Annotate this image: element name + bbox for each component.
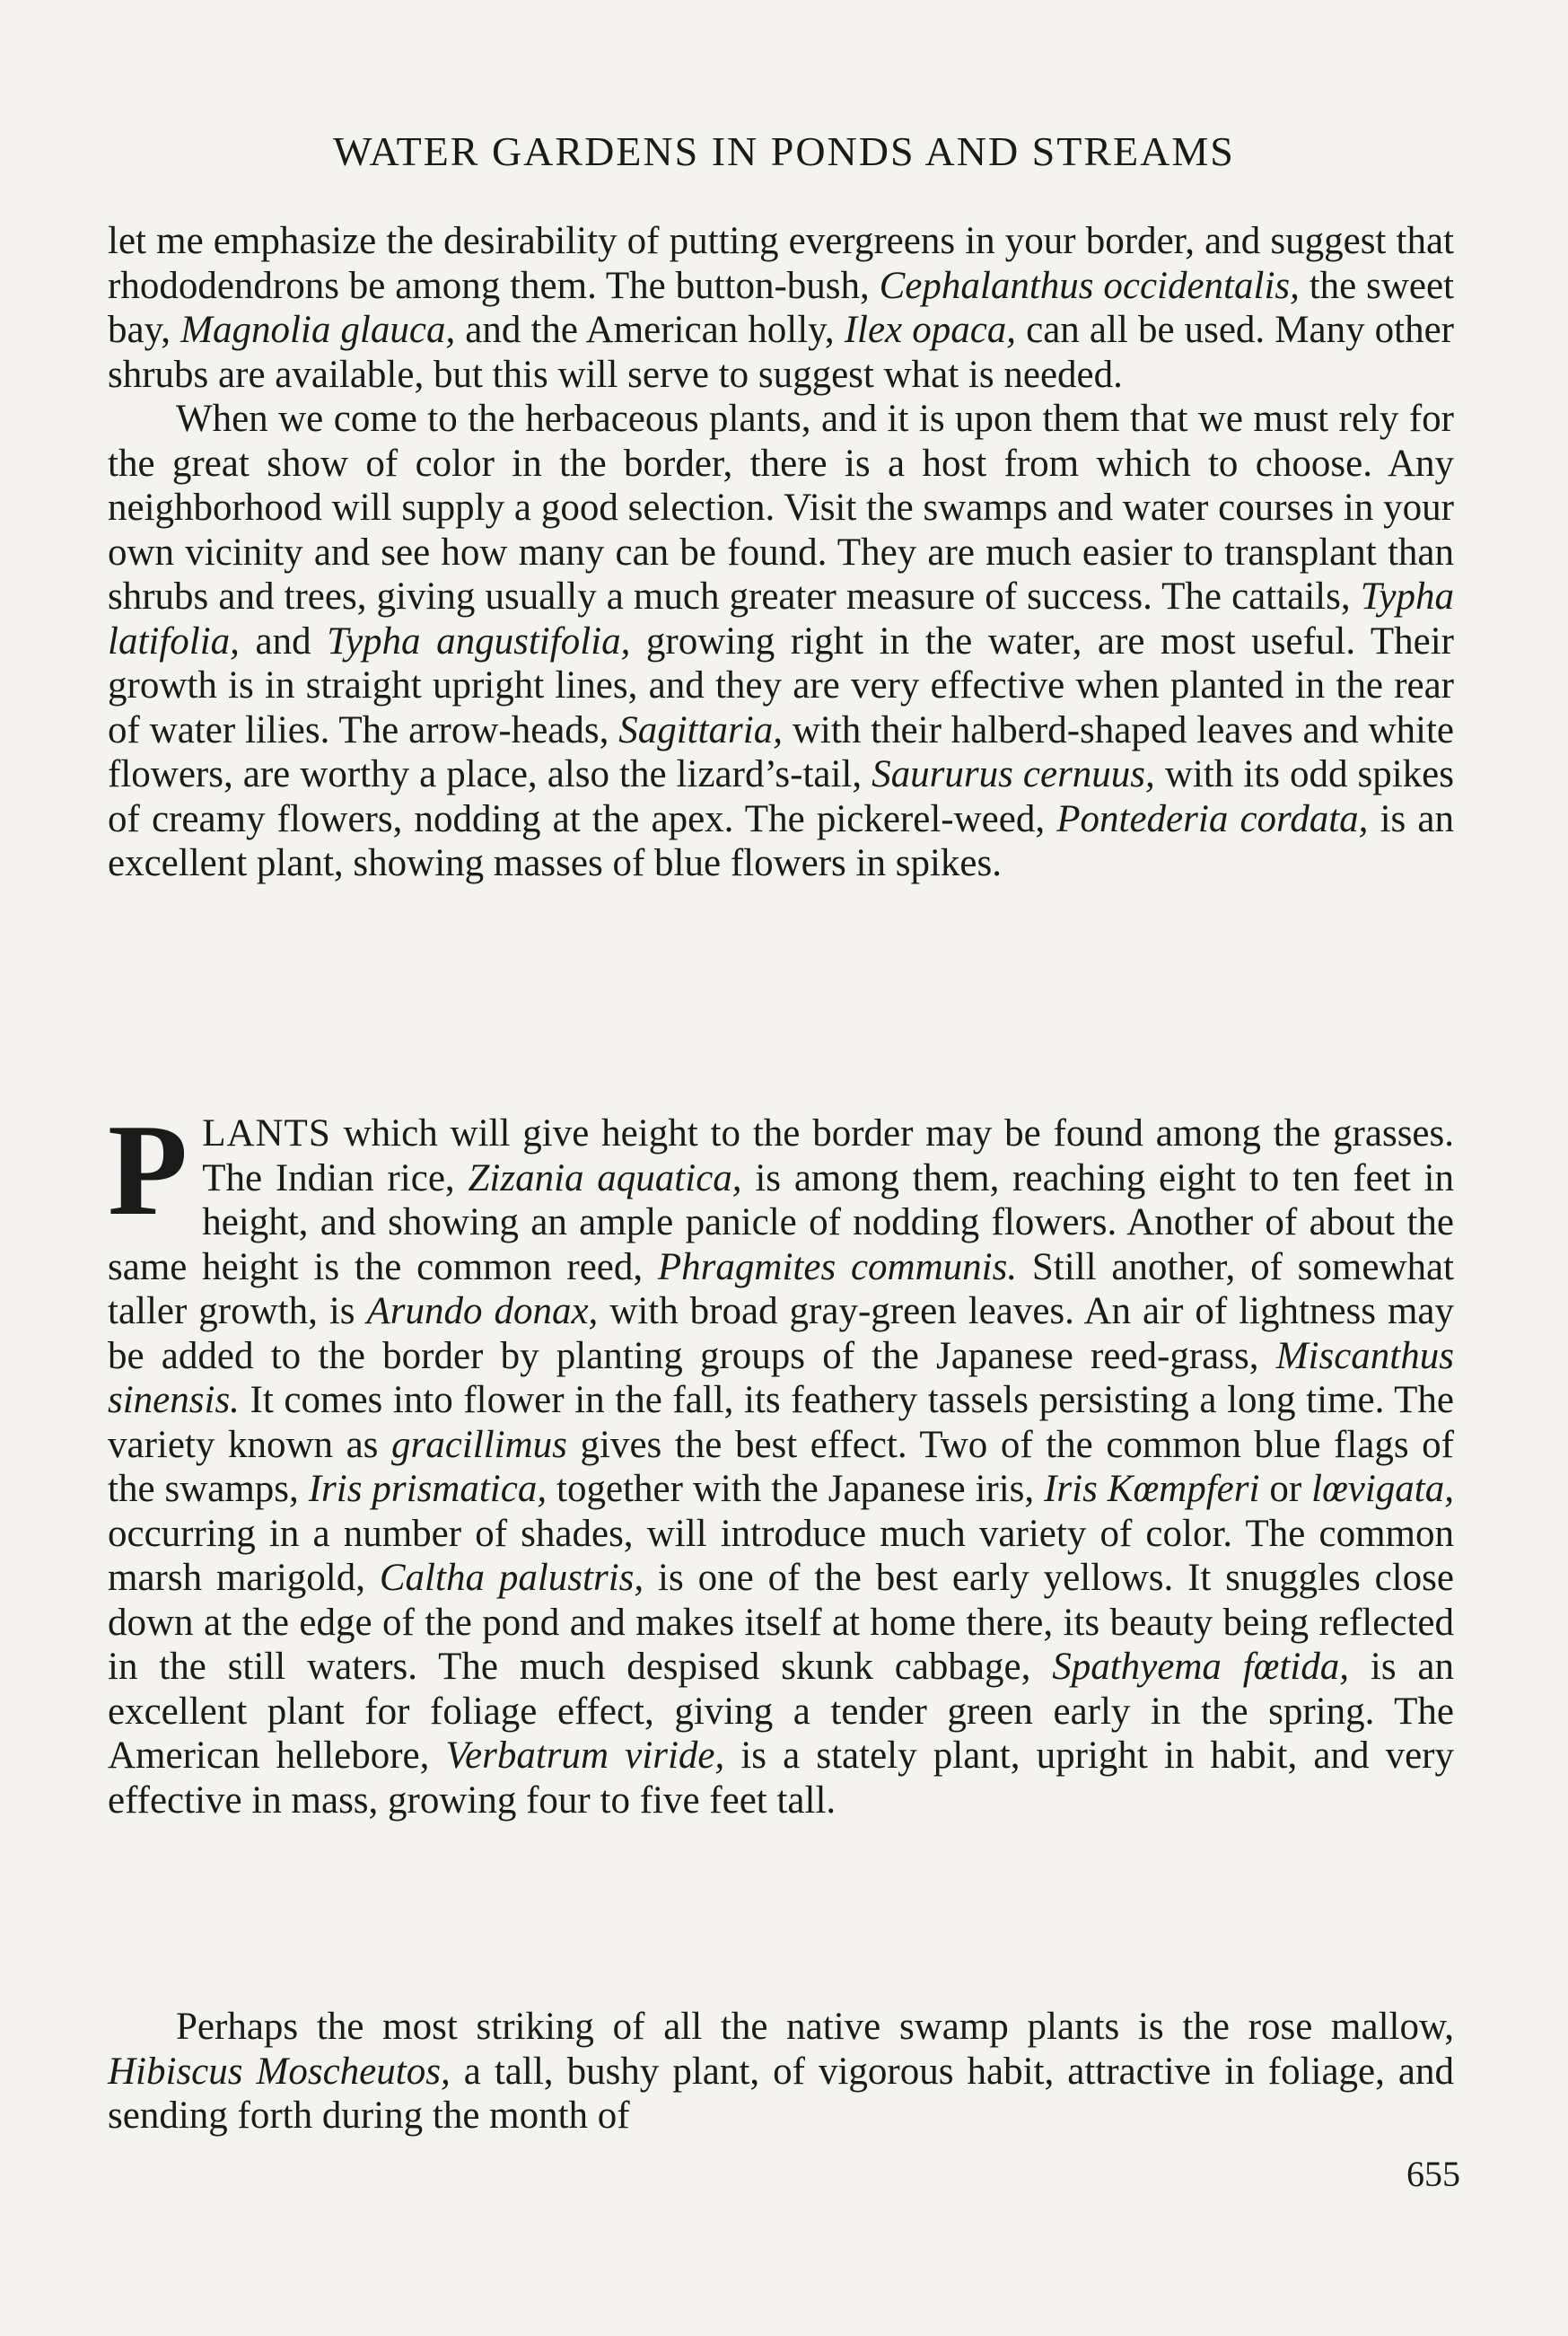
running-header: WATER GARDENS IN PONDS AND STREAMS — [333, 128, 1235, 174]
text-run: is an excellent plant, showing masses of blue flowers in spikes. — [108, 797, 1454, 884]
italic-botanical-name: Pontederia cordata, — [1056, 797, 1369, 840]
text-run: Still another, of somewhat taller growth, is — [108, 1245, 1455, 1332]
text-run: is a stately plant, upright in habit, and very effective in mass, growing four to five feet tall. — [108, 1734, 1454, 1822]
text-run: with their halberd-shaped leaves and white flowers, are worthy a place, also the lizard’s-tail, — [108, 708, 1454, 795]
italic-botanical-name: gracillimus — [391, 1423, 567, 1466]
italic-botanical-name: Ilex opaca, — [844, 309, 1017, 351]
drop-cap: P — [108, 1097, 188, 1243]
paragraph-2 — [108, 397, 1454, 886]
text-run: is among them, reaching eight to ten feet in height, and showing an ample panicle of nodding flowers. Another of about the same height is the common reed, — [108, 1156, 1455, 1288]
text-run: with broad gray-green leaves. An air of lightness may be added to the border by planting groups of the Japanese reed-grass, — [108, 1290, 1455, 1377]
text-run: is an excellent plant for foliage effect, giving a tender green early in the spring. The American hellebore, — [108, 1646, 1454, 1777]
body-section-3 — [108, 2005, 1454, 2138]
text-run: and — [239, 619, 328, 663]
small-caps-lead: LANTS — [202, 1112, 331, 1155]
text-run: and the American holly, — [455, 309, 845, 351]
italic-botanical-name: Spathyema fœtida, — [1052, 1646, 1350, 1688]
text-run: together with the Japanese iris, — [547, 1468, 1045, 1510]
italic-botanical-name: Miscanthus sinensis. — [108, 1334, 1454, 1421]
text-run: let me emphasize the desirability of putting evergreens in your border, and suggest that rhododendrons be among them. The button-bush, — [108, 220, 1454, 307]
page-number: 655 — [1406, 2154, 1460, 2194]
text-run: Perhaps the most striking of all the native swamp plants is the rose mallow, — [176, 2006, 1454, 2048]
italic-botanical-name: Zizania aquatica, — [468, 1156, 742, 1199]
text-run: which will give height to the border may be found among the grasses. The Indian rice, — [202, 1112, 1454, 1199]
italic-botanical-name: lœvigata, — [1311, 1468, 1454, 1510]
paragraph-3 — [108, 1097, 1455, 1822]
text-run: or — [1259, 1468, 1312, 1510]
text-run: is one of the best early yellows. It snuggles close down at the edge of the pond and makes itself at home there, its beauty being reflected in the still waters. The much despised skunk cabbage, — [108, 1557, 1454, 1688]
text-run: with its odd spikes of creamy flowers, nodding at the apex. The pickerel-weed, — [108, 753, 1454, 840]
italic-botanical-name: Phragmites communis. — [657, 1245, 1018, 1288]
italic-botanical-name: Typha latifolia, — [108, 575, 1454, 663]
italic-botanical-name: Arundo donax, — [366, 1290, 599, 1332]
paragraph-4 — [108, 2005, 1454, 2138]
text-run: a tall, bushy plant, of vigorous habit, attractive in foliage, and sending forth during the month of — [108, 2050, 1455, 2137]
italic-botanical-name: Caltha palustris, — [379, 1557, 644, 1599]
text-run: the sweet bay, — [108, 264, 1455, 351]
italic-botanical-name: Saururus cernuus, — [872, 753, 1155, 795]
body-section-1 — [108, 219, 1454, 886]
body-section-2 — [108, 1097, 1455, 1822]
italic-botanical-name: Magnolia glauca, — [180, 309, 456, 351]
italic-botanical-name: Cephalanthus occidentalis, — [879, 264, 1300, 307]
italic-botanical-name: Sagittaria, — [618, 708, 783, 751]
text-run: can all be used. Many other shrubs are available, but this will serve to suggest what is needed. — [108, 309, 1454, 396]
italic-botanical-name: Typha angustifolia, — [327, 619, 631, 663]
italic-botanical-name: Iris prismatica, — [308, 1468, 547, 1510]
text-run: occurring in a number of shades, will introduce much variety of color. The common marsh marigold, — [108, 1512, 1454, 1599]
italic-botanical-name: Iris Kœmpferi — [1044, 1468, 1260, 1510]
text-run: gives the best effect. Two of the common blue flags of the swamps, — [108, 1423, 1455, 1510]
paragraph-1 — [108, 219, 1454, 397]
text-run: It comes into flower in the fall, its feathery tassels persisting a long time. The variety known as — [108, 1379, 1454, 1466]
italic-botanical-name: Hibiscus Moscheutos, — [108, 2050, 451, 2093]
text-run: growing right in the water, are most useful. Their growth is in straight upright lines, and they are very effective when planted in the rear of water lilies. The arrow-heads, — [108, 619, 1454, 751]
italic-botanical-name: Verbatrum viride, — [445, 1734, 725, 1777]
text-run: When we come to the herbaceous plants, and it is upon them that we must rely for the great show of color in the border, there is a host from which to choose. Any neighborhood will supply a good selection. Visit the swamps and water courses in your own vicinity and see how many can be found. They are much easier to transplant than shrubs and trees, giving usually a much greater measure of success. The cattails, — [108, 398, 1454, 618]
